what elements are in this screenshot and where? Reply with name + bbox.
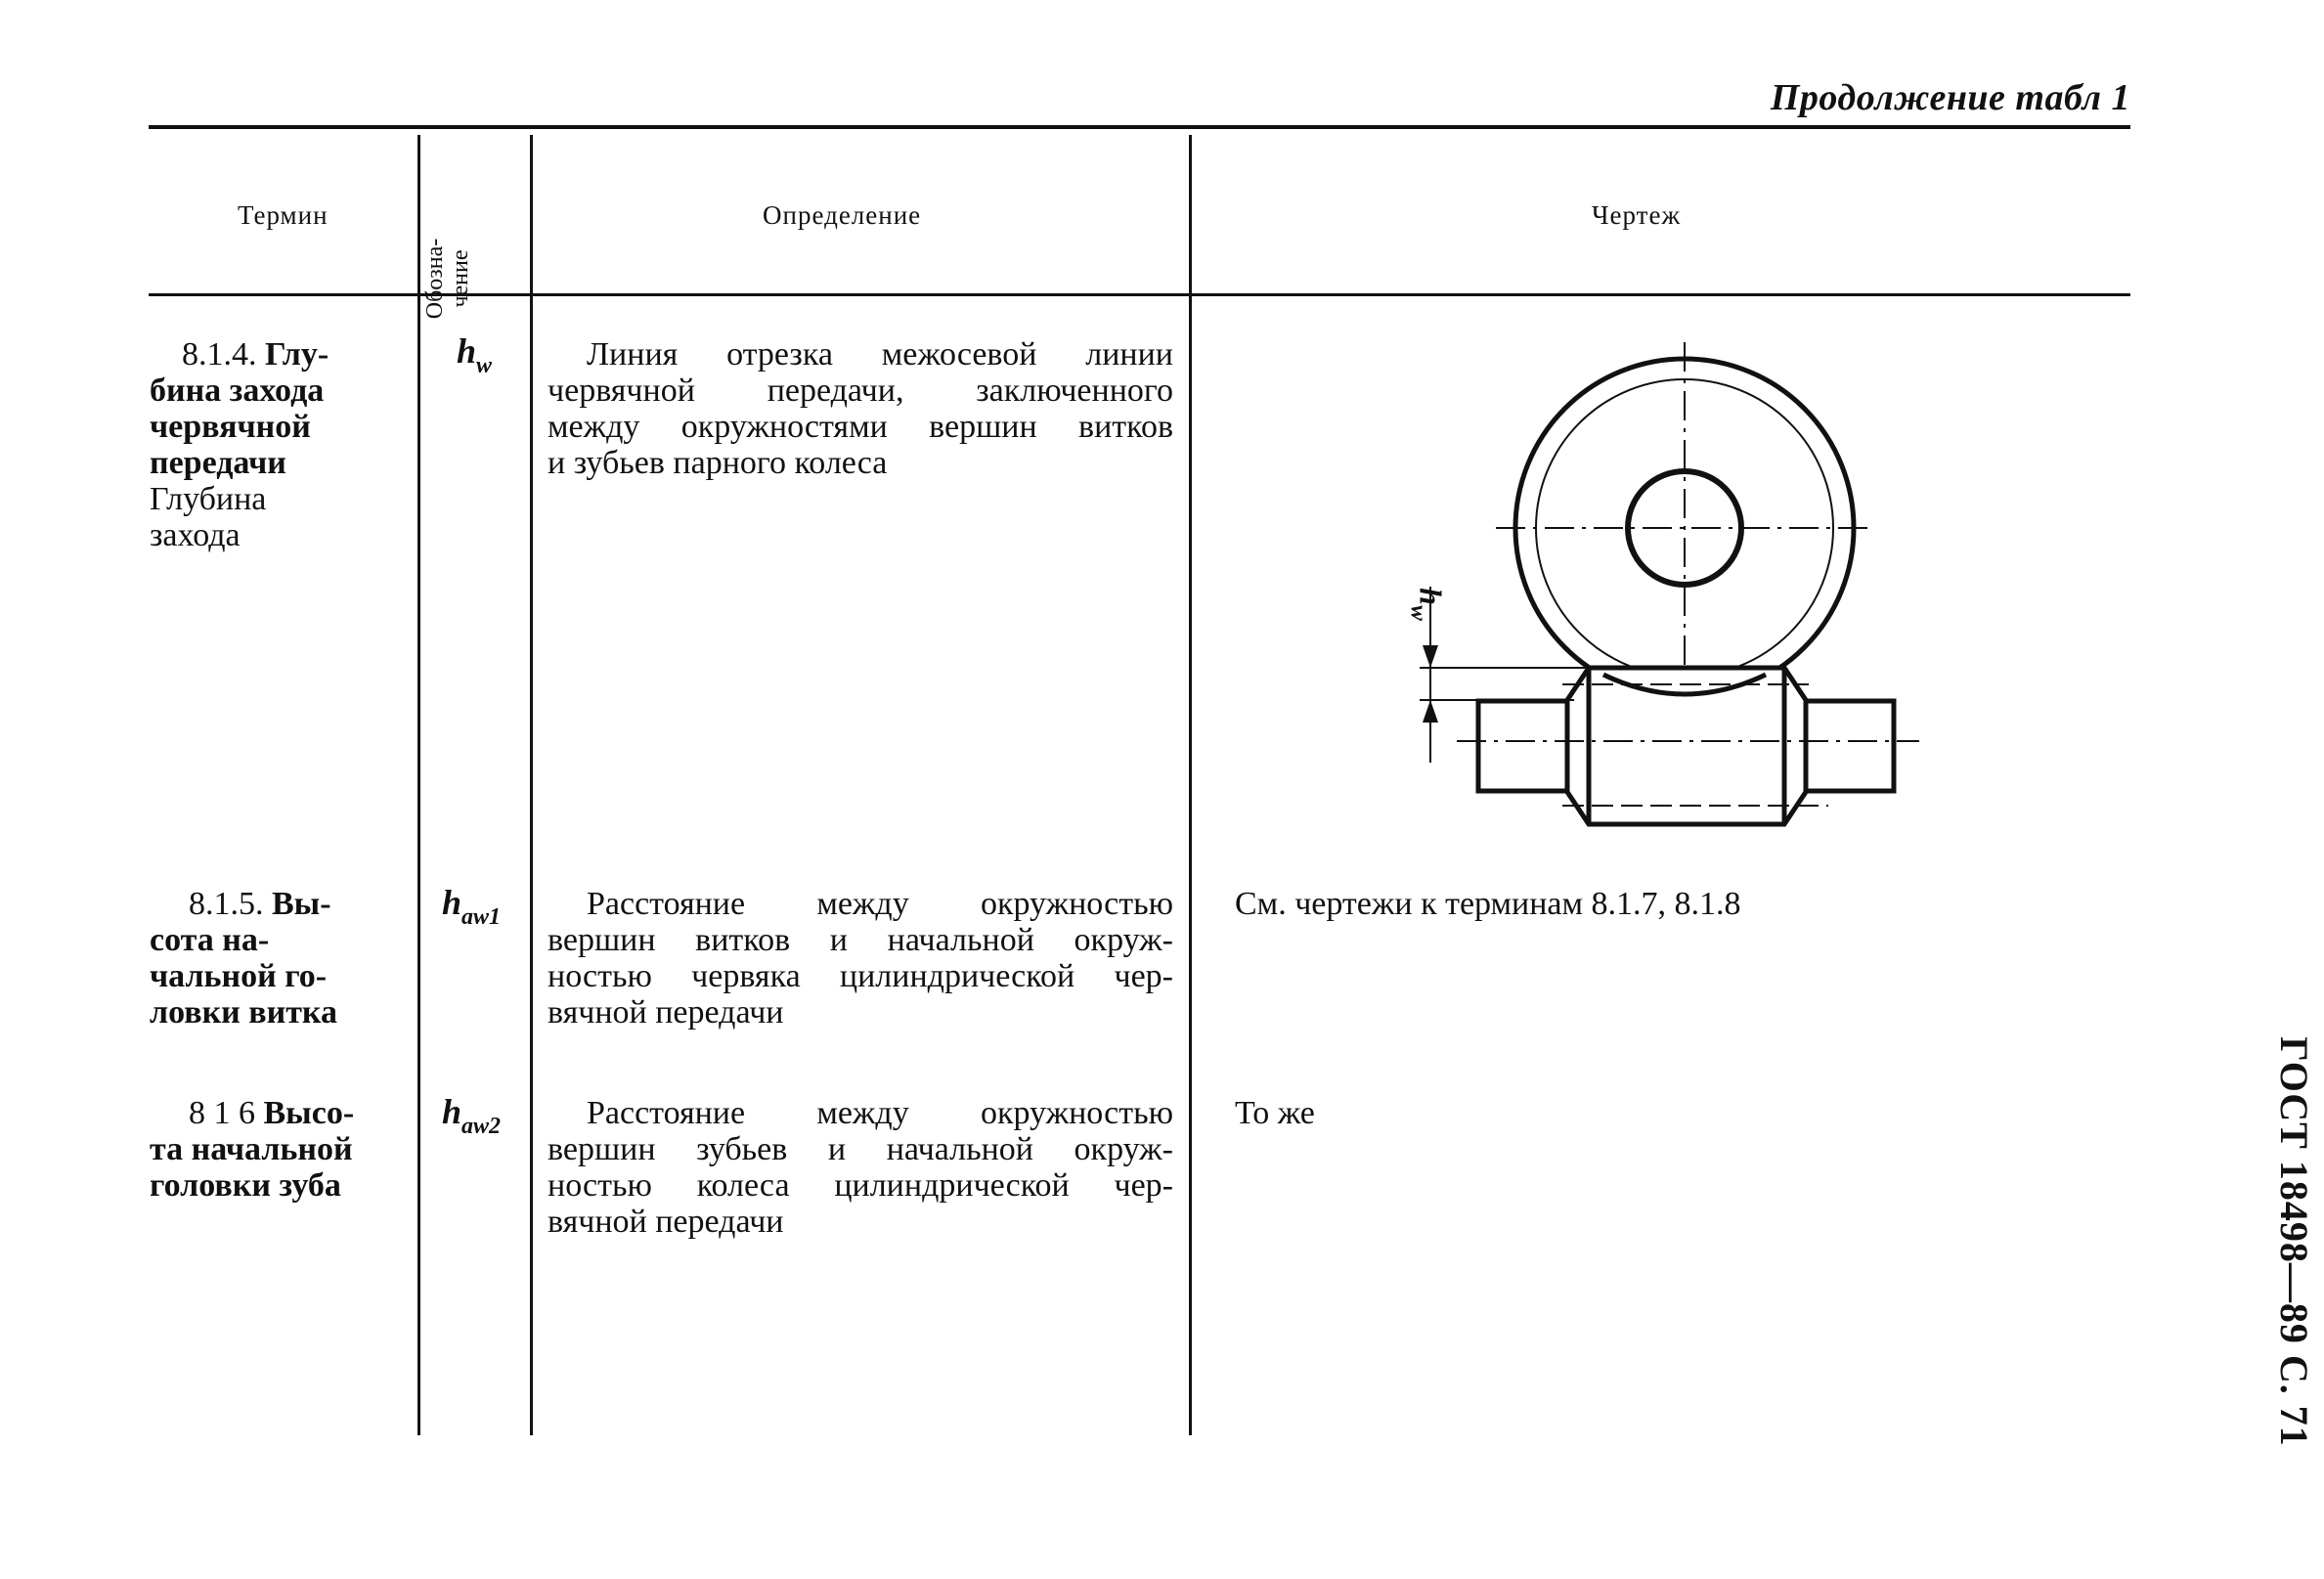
term-8-1-4: 8.1.4. Глу- бина захода червячной передачи Глубина захода — [150, 336, 329, 553]
header-symbol: Обозна- чение — [422, 238, 473, 320]
worm-shaft-right — [1806, 701, 1894, 791]
term-8-1-6: 8 1 6 Высо- та начальной головки зуба — [150, 1095, 355, 1204]
worm-body — [1567, 668, 1806, 824]
header-definition: Определение — [763, 200, 922, 230]
drawing-label-h-w: $h_w$ — [1405, 588, 1449, 621]
symbol-h-aw1: $h_{aw1}$ — [442, 883, 502, 931]
header-drawing: Чертеж — [1592, 200, 1682, 230]
term-8-1-5: 8.1.5. Вы- сота на- чальной го- ловки витка — [150, 886, 337, 1031]
drawing-ref-8-1-5: См. чертежи к терминам 8.1.7, 8.1.8 — [1235, 886, 1741, 922]
worm-shaft-left — [1478, 701, 1567, 791]
definition-8-1-4: Линия отрезка межосевой линии червячной передачи, заключенного между окружностями вершин витков и зубьев парного колеса — [548, 336, 1173, 481]
definition-8-1-5: Расстояние между окружностью вершин витков и начальной окруж- ностью червяка цилиндрической чер- вячной передачи — [548, 886, 1173, 1031]
continuation-label: Продолжение табл 1 — [1770, 77, 2130, 118]
symbol-h-aw2: $h_{aw2}$ — [442, 1092, 502, 1140]
side-page-label: ГОСТ 18498—89 С. 71 — [2272, 1036, 2317, 1447]
symbol-h-w: $h_w$ — [457, 331, 493, 379]
header-term: Термин — [238, 200, 329, 230]
drawing-ref-8-1-6: То же — [1235, 1095, 1315, 1131]
definition-8-1-6: Расстояние между окружностью вершин зубьев и начальной окруж- ностью колеса цилиндрической чер- вячной передачи — [548, 1095, 1173, 1240]
